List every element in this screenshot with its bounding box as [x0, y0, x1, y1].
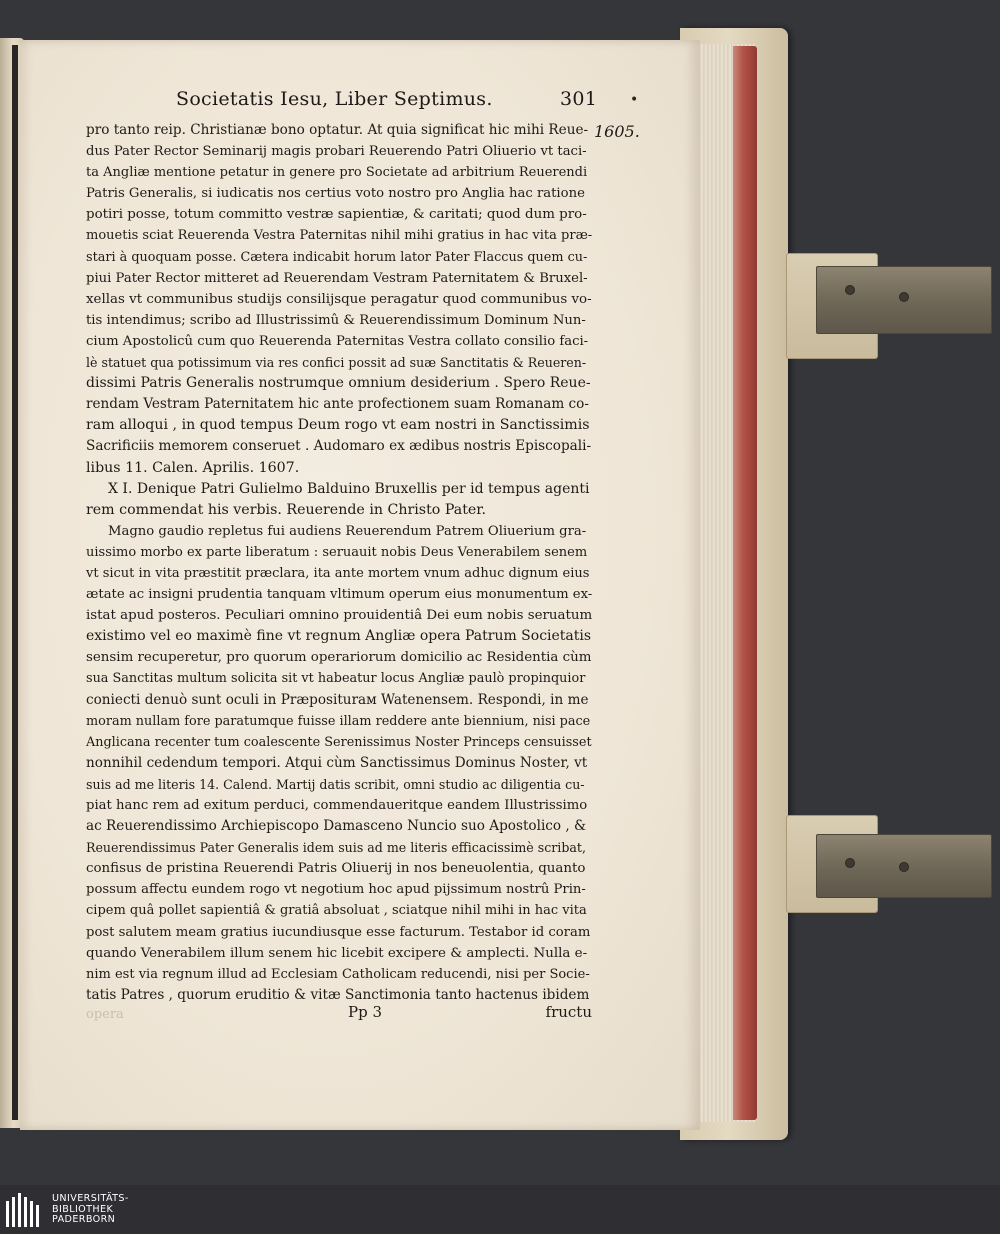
text-line: ram alloqui , in quod tempus Deum rogo vt eam nostri in Sanctissimis [86, 417, 590, 434]
lower-clasp-rivet [845, 858, 855, 868]
red-page-edge [733, 46, 757, 1120]
text-line: confisus de pristina Reuerendi Patris Oliuerij in nos beneuolentia, quanto [86, 861, 586, 877]
binding-gutter [12, 45, 18, 1120]
header-ornament: • [630, 92, 639, 108]
text-line: piui Pater Rector mitteret ad Reuerendam Vestram Paternitatem & Bruxel- [86, 270, 588, 286]
text-line: existimo vel eo maximè fine vt regnum Angliæ opera Patrum Societatis [86, 628, 592, 645]
text-line: Patris Generalis, si iudicatis nos certius voto nostro pro Anglia hac ratione [86, 186, 585, 202]
text-line: lè statuet qua potissimum via res confici possit ad suæ Sanctitatis & Reueren- [86, 355, 587, 371]
signature-mark: Pp 3 [348, 1003, 383, 1021]
text-line: moram nullam fore paratumque fuisse illam reddere ante biennium, nisi pace [86, 713, 591, 729]
text-line: suis ad me literis 14. Calend. Martij datis scribit, omni studio ac diligentia cu- [86, 776, 585, 792]
running-header [176, 88, 639, 114]
margin-year: 1605. [594, 122, 640, 141]
text-line: istat apud posteros. Peculiari omnino prouidentiâ Dei eum nobis seruatum [86, 608, 592, 624]
text-line: mouetis sciat Reuerenda Vestra Paternitas nihil mihi gratius in hac vita præ- [86, 228, 592, 244]
lower-clasp-rivet [899, 862, 909, 872]
text-line: tatis Patres , quorum eruditio & vitæ Sanctimonia tanto hactenus ibidem [86, 986, 590, 1003]
text-line: X I. Denique Patri Gulielmo Balduino Bruxellis per id tempus agenti [108, 480, 590, 497]
body-text [86, 120, 592, 1006]
text-line: ac Reuerendissimo Archiepiscopo Damasceno Nuncio suo Apostolico , & [86, 818, 587, 835]
text-line: stari à quoquam posse. Cætera indicabit horum lator Pater Flaccus quem cu- [86, 249, 588, 265]
text-line: potiri posse, totum committo vestræ sapientiæ, & caritati; quod dum pro- [86, 207, 587, 223]
catchword: fructu [545, 1003, 592, 1021]
library-logo-bar [0, 1185, 1000, 1234]
text-line: piat hanc rem ad exitum perduci, commendaueritque eandem Illustrissimo [86, 798, 588, 813]
text-line: possum affectu eundem rogo vt negotium hoc apud pijssimum nostrû Prin- [86, 882, 586, 898]
text-line: uissimo morbo ex parte liberatum : seruauit nobis Deus Venerabilem senem [86, 544, 588, 560]
show-through-text: opera [86, 1007, 124, 1022]
text-line: cium Apostolicû cum quo Reuerenda Paternitas Vestra collato consilio faci- [86, 333, 589, 349]
text-line: dissimi Patris Generalis nostrumque omnium desiderium . Spero Reue- [86, 375, 591, 392]
text-line: ætate ac insigni prudentia tanquam vltimum operum eius monumentum ex- [86, 587, 592, 603]
text-line: nonnihil cedendum tempori. Atqui cùm Sanctissimus Dominus Noster, vt [86, 754, 588, 771]
text-line: sua Sanctitas multum solicita sit vt habeatur locus Angliæ paulò propinquior [86, 671, 586, 687]
text-line: rem commendat his verbis. Reuerende in Christo Pater. [86, 501, 487, 518]
text-line: tis intendimus; scribo ad Illustrissimû & Reuerendissimum Dominum Nun- [86, 312, 586, 328]
text-line: ta Angliæ mentione petatur in genere pro Societate ad arbitrium Reuerendi [86, 165, 588, 181]
logo-line-3: PADERBORN [52, 1214, 116, 1226]
text-line: Magno gaudio repletus fui audiens Reuerendum Patrem Oliuerium gra- [108, 523, 587, 539]
logo-line-1: UNIVERSITÄTS- [52, 1193, 129, 1204]
page-number: 301 [560, 88, 598, 110]
text-line: libus 11. Calen. Aprilis. 1607. [86, 459, 300, 476]
library-logo-text [52, 1194, 129, 1226]
text-line: coniecti denuò sunt oculi in Præpositurам Watenensem. Respondi, in me [86, 691, 589, 708]
text-line: dus Pater Rector Seminarij magis probari Reuerendo Patri Oliuerio vt taci- [86, 144, 587, 160]
text-line: Reuerendissimus Pater Generalis idem suis ad me literis efficacissimè scribat, [86, 840, 586, 856]
text-line: cipem quâ pollet sapientiâ & gratiâ absoluat , sciatque nihil mihi in hac vita [86, 903, 587, 919]
text-line: vt sicut in vita præstitit præclara, ita ante mortem vnum adhuc dignum eius [86, 565, 590, 581]
text-line: post salutem meam gratius iucundiusque esse facturum. Testabor id coram [86, 924, 591, 940]
text-line: pro tanto reip. Christianæ bono optatur. At quia significat hic mihi Reue- [86, 122, 589, 138]
text-line: xellas vt communibus studijs consilijsque peragatur quod communibus vo- [86, 291, 592, 307]
upper-clasp-rivet [899, 292, 909, 302]
text-line: sensim recuperetur, pro quorum operariorum domicilio ac Residentia cùm [86, 650, 592, 666]
page-footer [86, 1003, 592, 1027]
text-line: rendam Vestram Paternitatem hic ante profectionem suam Romanam co- [86, 396, 589, 413]
text-line: Sacrificiis memorem conseruet . Audomaro ex ædibus nostris Episcopali- [86, 438, 592, 455]
logo-line-2: BIBLIOTHEK [52, 1203, 114, 1215]
text-line: quando Venerabilem illum senem hic licebit excipere & amplecti. Nulla e- [86, 945, 588, 961]
text-line: Anglicana recenter tum coalescente Serenissimus Noster Princeps censuisset [86, 734, 592, 750]
upper-clasp-rivet [845, 285, 855, 295]
header-title: Societatis Iesu, Liber Septimus. [176, 88, 493, 110]
text-line: nim est via regnum illud ad Ecclesiam Catholicam reducendi, nisi per Socie- [86, 966, 590, 982]
library-logo-icon [6, 1193, 40, 1227]
